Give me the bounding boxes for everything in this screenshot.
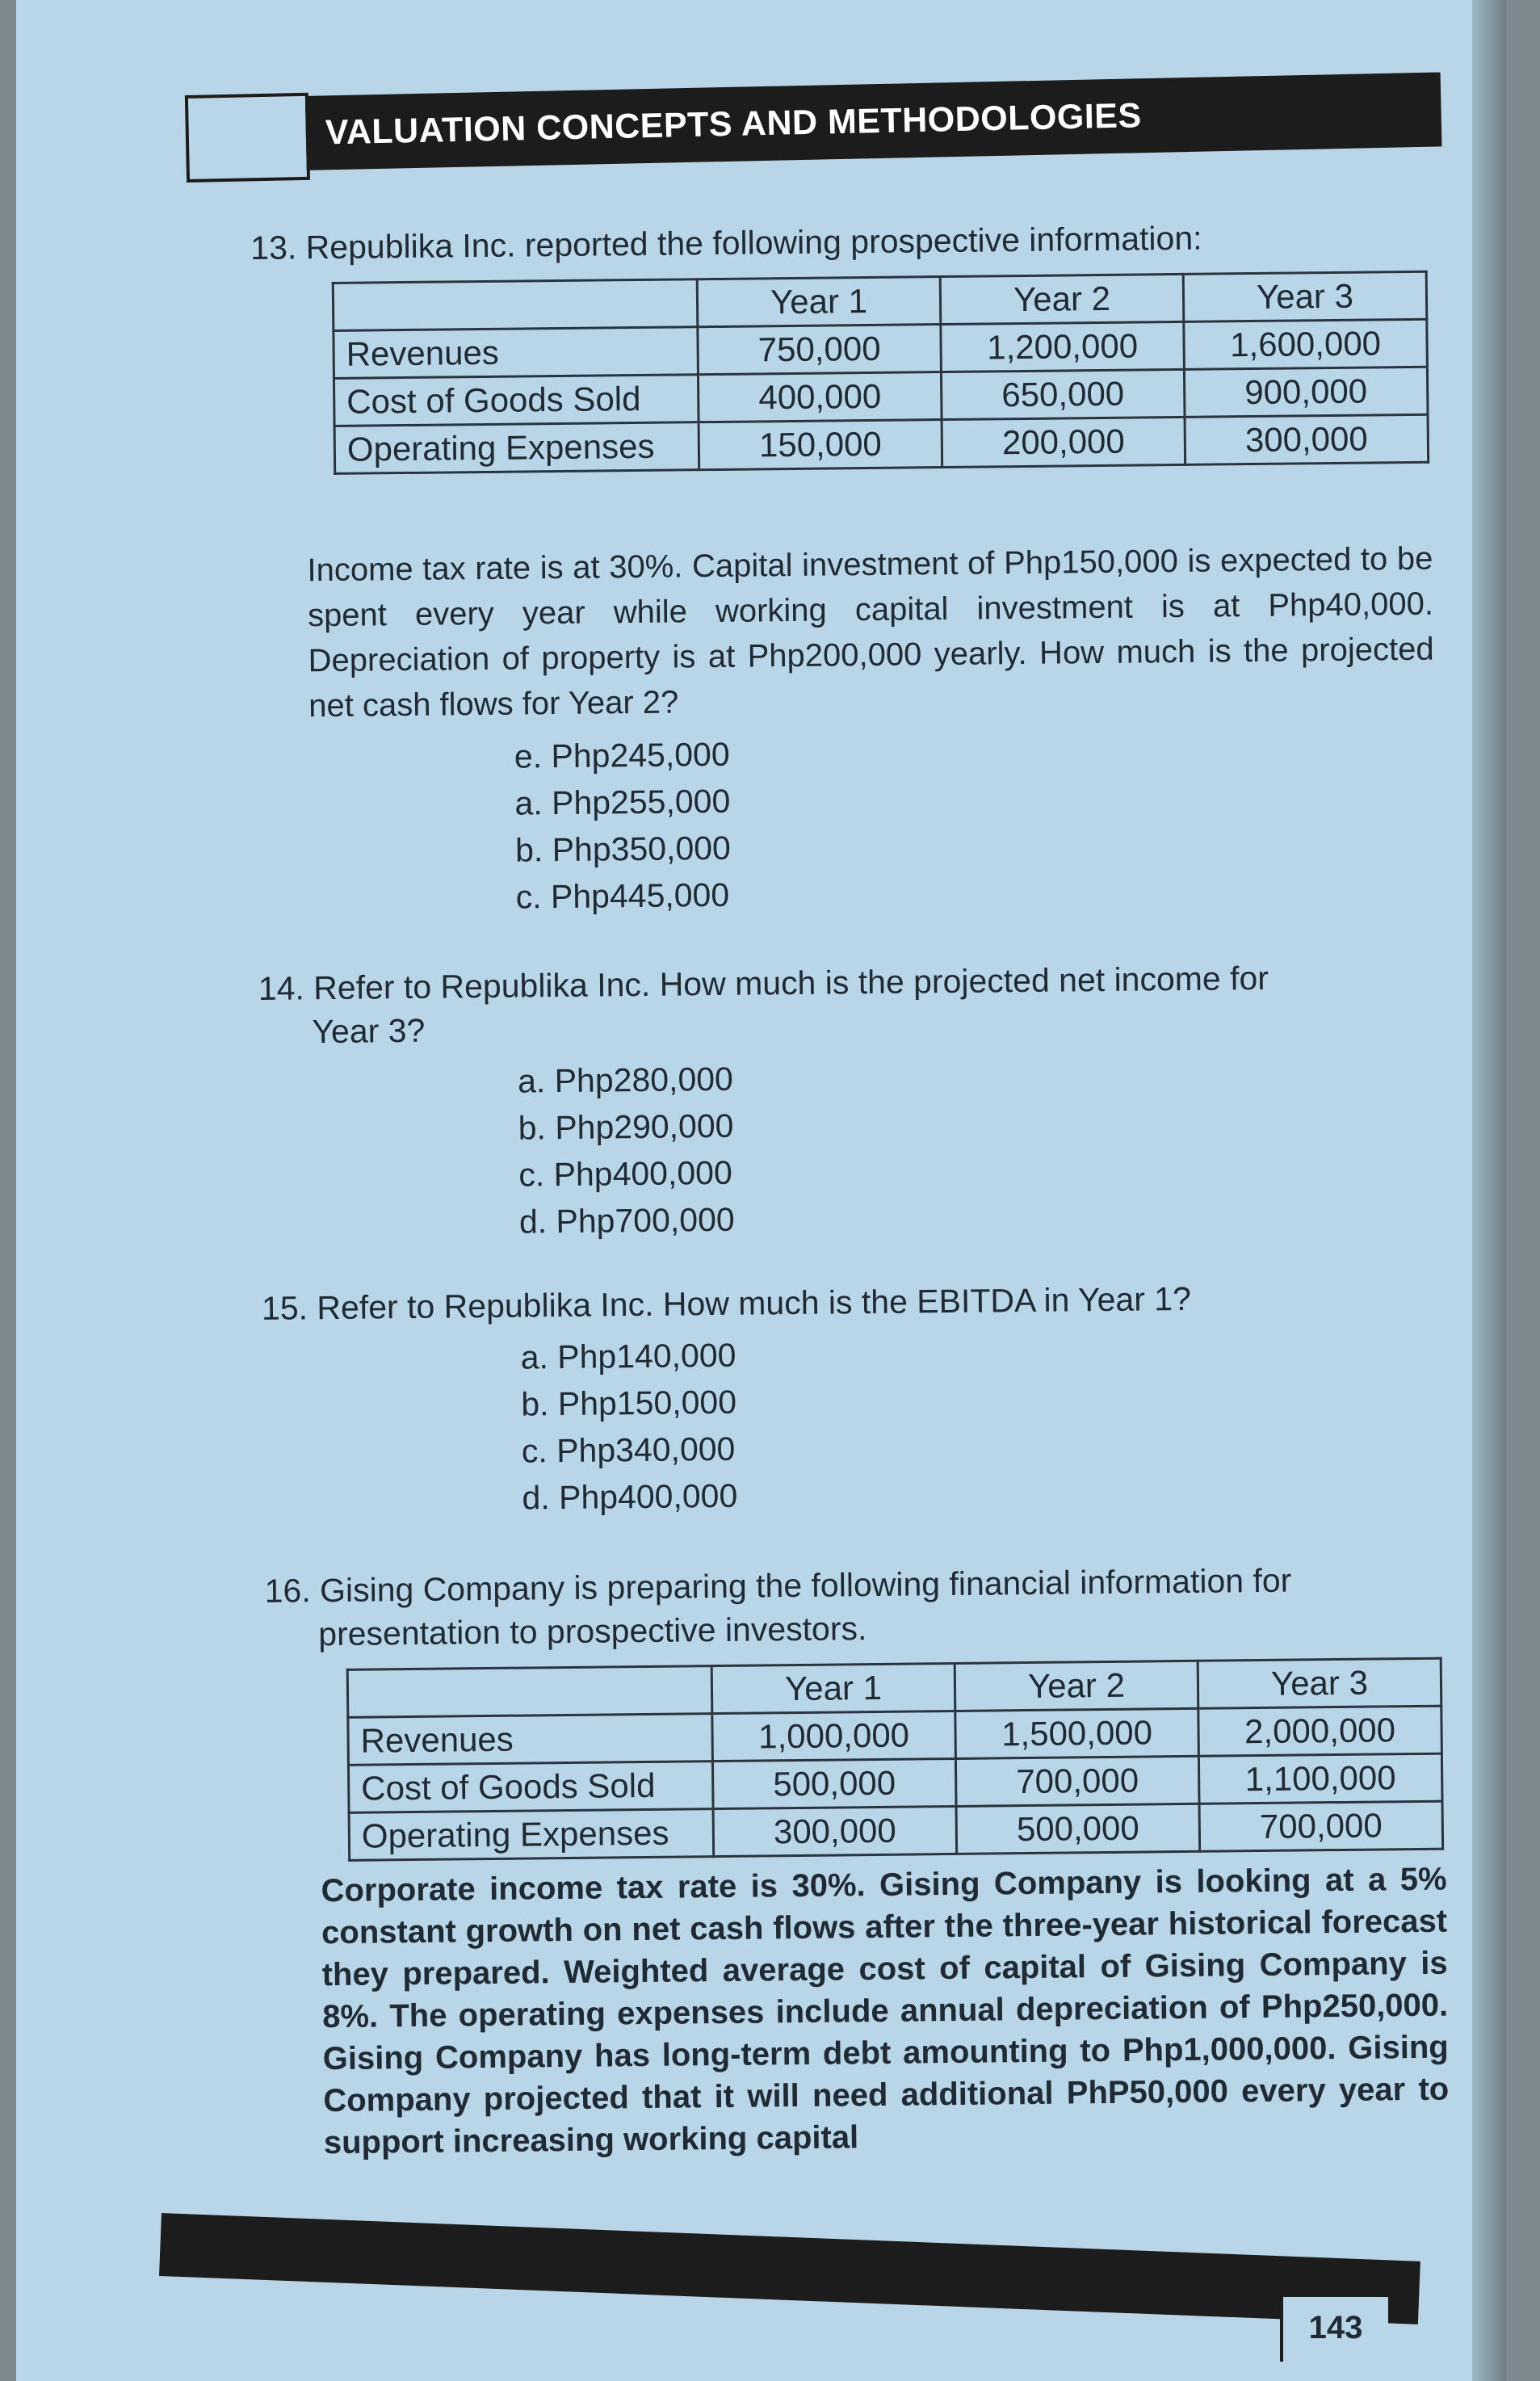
- col-year-3: Year 3: [1198, 1658, 1441, 1708]
- choice-item: e. Php245,000: [514, 735, 730, 775]
- cell-value: 650,000: [941, 369, 1185, 419]
- cell-value: 750,000: [698, 325, 942, 375]
- chapter-title: VALUATION CONCEPTS AND METHODOLOGIES: [305, 72, 1442, 170]
- cell-value: 500,000: [712, 1758, 956, 1808]
- col-year-3: Year 3: [1183, 271, 1427, 321]
- question-16-text-line2: presentation to prospective investors.: [318, 1610, 867, 1653]
- cell-value: 1,200,000: [941, 321, 1185, 372]
- choice-item: a. Php255,000: [514, 782, 731, 822]
- row-label: Revenues: [334, 327, 699, 379]
- question-13: [250, 214, 1437, 923]
- cell-value: 300,000: [1185, 414, 1429, 464]
- cell-value: 300,000: [713, 1806, 957, 1856]
- question-13-choices: [256, 724, 1437, 923]
- cell-value: 900,000: [1184, 367, 1428, 417]
- choice-item: b. Php290,000: [518, 1107, 734, 1147]
- cell-value: 700,000: [955, 1756, 1199, 1806]
- choice-item: c. Php340,000: [521, 1430, 736, 1470]
- page-content: [250, 214, 1450, 2165]
- question-13-paragraph: Income tax rate is at 30%. Capital investment of Php150,000 is expected to be spent every year while working capital investment is at Php40,000. Depreciation of property is at Php200,000 yearly. How much is the projected net cash flows for Year 2?: [307, 540, 1434, 724]
- choice-item: a. Php140,000: [520, 1336, 736, 1376]
- question-16-paragraph: Corporate income tax rate is 30%. Gising Company is looking at a 5% constant growth on net cash flows after the three-year historical forecast they prepared. Weighted average cost of capital of Gising Company is 8%. The operating expenses include annual depreciation of Php250,000. Gising Company has long-term debt amounting to Php1,000,000. Gising Company projected that it will need additional PhP50,000 every year to support increasing working capital: [321, 1861, 1450, 2161]
- col-year-2: Year 2: [940, 274, 1184, 324]
- header-box: [185, 93, 310, 183]
- col-year-1: Year 1: [711, 1663, 955, 1713]
- question-15-choices: [262, 1325, 1442, 1524]
- question-16-text-line1: 16. Gising Company is preparing the following financial information for: [264, 1561, 1292, 1610]
- choice-item: c. Php400,000: [518, 1153, 732, 1194]
- cell-value: 150,000: [699, 420, 942, 470]
- col-year-1: Year 1: [697, 277, 941, 327]
- row-label: Operating Expenses: [349, 1809, 714, 1861]
- gising-table: [346, 1657, 1444, 1862]
- choice-item: b. Php350,000: [514, 829, 732, 869]
- cell-value: 700,000: [1199, 1801, 1443, 1851]
- cell-value: 2,000,000: [1198, 1706, 1442, 1756]
- choice-item: c. Php445,000: [515, 876, 730, 916]
- question-15: [262, 1274, 1443, 1524]
- question-14: [258, 955, 1441, 1248]
- choice-item: d. Php700,000: [518, 1200, 735, 1241]
- cell-value: 1,600,000: [1184, 319, 1428, 369]
- question-14-text-line1: 14. Refer to Republika Inc. How much is the projected net income for: [258, 959, 1269, 1007]
- cell-value: 400,000: [698, 372, 942, 422]
- question-15-text: 15. Refer to Republika Inc. How much is the EBITDA in Year 1?: [261, 1279, 1192, 1327]
- cell-value: 200,000: [942, 417, 1185, 467]
- cell-value: 500,000: [956, 1804, 1200, 1854]
- choice-item: a. Php280,000: [517, 1060, 734, 1100]
- book-page: [16, 0, 1506, 2381]
- question-14-choices: [259, 1048, 1440, 1248]
- cell-value: 1,500,000: [955, 1708, 1199, 1758]
- table-corner: [347, 1666, 712, 1718]
- row-label: Cost of Goods Sold: [348, 1762, 713, 1813]
- table-corner: [333, 279, 698, 331]
- chapter-header: [185, 69, 1442, 186]
- question-16: [264, 1557, 1450, 2165]
- cell-value: 1,100,000: [1198, 1753, 1442, 1804]
- question-14-text-line2: Year 3?: [312, 1011, 426, 1051]
- choice-item: d. Php400,000: [522, 1476, 738, 1517]
- choice-item: b. Php150,000: [521, 1383, 737, 1423]
- footer-band: [159, 2213, 1420, 2324]
- row-label: Revenues: [348, 1714, 713, 1766]
- republika-table: [332, 271, 1429, 475]
- book-spine: [1472, 0, 1506, 2381]
- cell-value: 1,000,000: [712, 1711, 956, 1761]
- row-label: Cost of Goods Sold: [334, 375, 699, 426]
- row-label: Operating Expenses: [334, 422, 699, 474]
- page-number: 143: [1280, 2294, 1388, 2362]
- col-year-2: Year 2: [955, 1661, 1198, 1711]
- question-13-text: 13. Republika Inc. reported the following prospective information:: [250, 219, 1202, 267]
